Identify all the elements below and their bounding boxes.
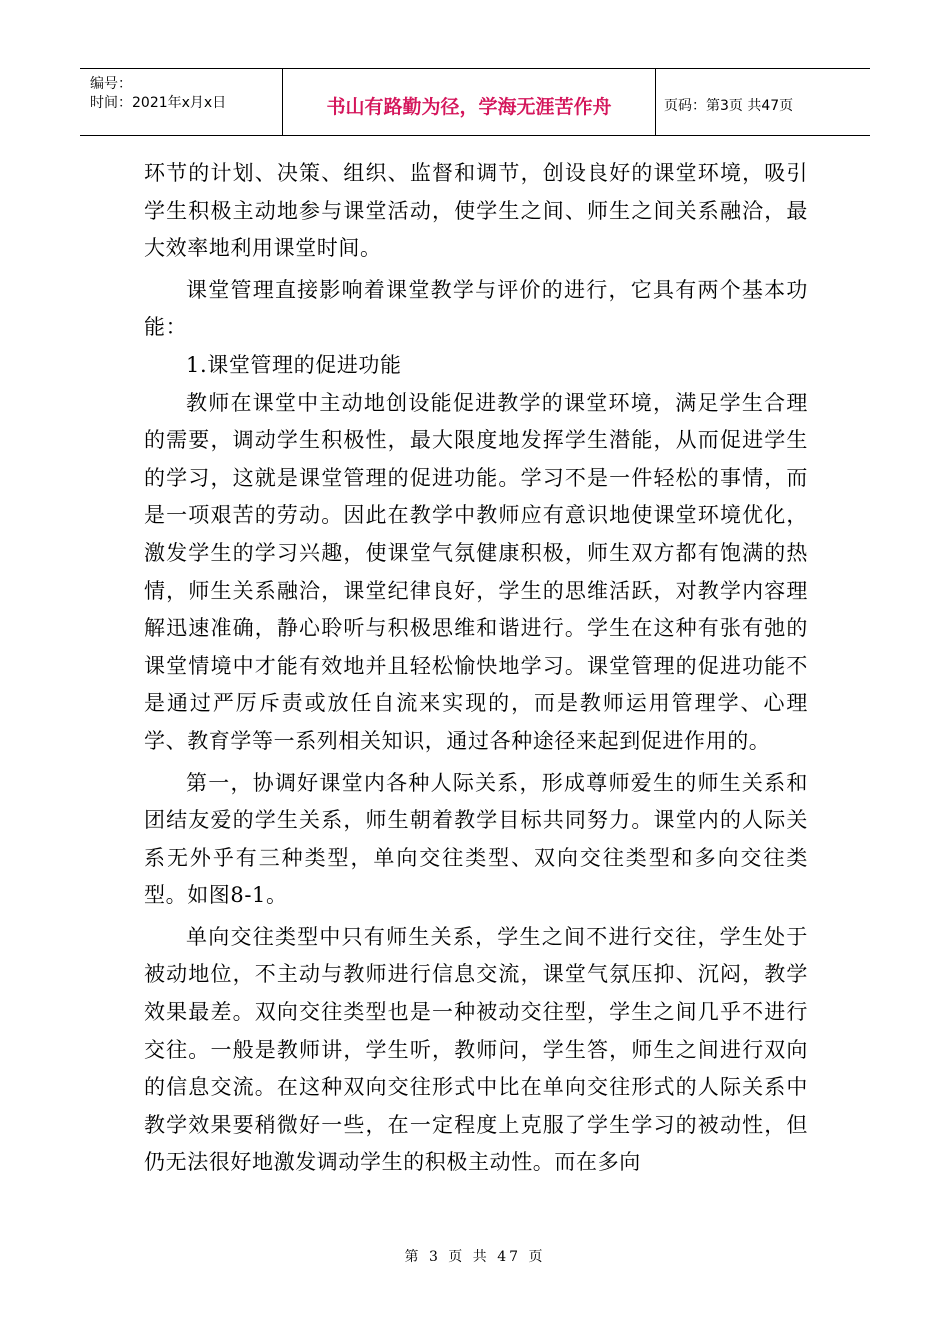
header-meta bbox=[80, 69, 283, 135]
document-body bbox=[144, 155, 808, 1182]
header-motto: 书山有路勤为径，学海无涯苦作舟 bbox=[283, 69, 656, 135]
body-paragraph: 教师在课堂中主动地创设能促进教学的课堂环境，满足学生合理的需要，调动学生积极性，最大限度地发挥学生潜能，从而促进学生的学习，这就是课堂管理的促进功能。学习不是一件轻松的事情，而是一项艰苦的劳动。因此在教学中教师应有意识地使课堂环境优化，激发学生的学习兴趣，使课堂气氛健康积极，师生双方都有饱满的热情，师生关系融洽，课堂纪律良好，学生的思维活跃，对教学内容理解迅速准确，静心聆听与积极思维和谐进行。学生在这种有张有弛的课堂情境中才能有效地并且轻松愉快地学习。课堂管理的促进功能不是通过严厉斥责或放任自流来实现的，而是教师运用管理学、心理学、教育学等一系列相关知识，通过各种途径来起到促进作用的。 bbox=[144, 390, 808, 753]
body-paragraph: 第一，协调好课堂内各种人际关系，形成尊师爱生的师生关系和团结友爱的学生关系，师生朝着教学目标共同努力。课堂内的人际关系无外乎有三种类型，单向交往类型、双向交往类型和多向交往类型。如图8-1。 bbox=[144, 770, 808, 908]
body-paragraph: 课堂管理直接影响着课堂教学与评价的进行，它具有两个基本功能： bbox=[144, 277, 808, 340]
header-page-code: 页码：第3页 共47页 bbox=[664, 98, 794, 114]
page-header bbox=[80, 68, 870, 136]
section-heading: 1.课堂管理的促进功能 bbox=[186, 352, 402, 377]
time-label: 时间：2021年x月x日 bbox=[90, 95, 227, 111]
page-footer: 第 3 页 共 47 页 bbox=[404, 1249, 546, 1265]
body-paragraph: 单向交往类型中只有师生关系，学生之间不进行交往，学生处于被动地位，不主动与教师进行信息交流，课堂气氛压抑、沉闷，教学效果最差。双向交往类型也是一种被动交往型，学生之间几乎不进行交往。一般是教师讲，学生听，教师问，学生答，师生之间进行双向的信息交流。在这种双向交往形式中比在单向交往形式的人际关系中教学效果要稍微好一些，在一定程度上克服了学生学习的被动性，但仍无法很好地激发调动学生的积极主动性。而在多向 bbox=[144, 924, 808, 1175]
doc-number-label: 编号： bbox=[90, 76, 132, 92]
body-paragraph: 环节的计划、决策、组织、监督和调节，创设良好的课堂环境，吸引学生积极主动地参与课堂活动，使学生之间、师生之间关系融洽，最大效率地利用课堂时间。 bbox=[144, 161, 808, 261]
